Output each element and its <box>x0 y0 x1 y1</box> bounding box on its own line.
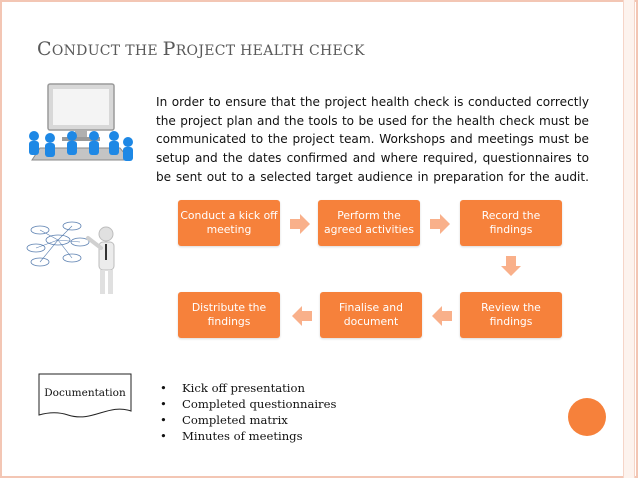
step-perform-activities: Perform the agreed activities <box>318 200 420 246</box>
step-finalise-document: Finalise and document <box>320 292 422 338</box>
slide-title: CONDUCT THE PROJECT HEALTH CHECK <box>37 38 365 60</box>
documentation-shape <box>38 373 132 419</box>
list-item: • Completed questionnaires <box>160 397 337 411</box>
step-kick-off-meeting: Conduct a kick off meeting <box>178 200 280 246</box>
slide-side-band <box>623 0 635 478</box>
step-distribute-findings: Distribute the findings <box>178 292 280 338</box>
decorative-circle <box>568 398 606 436</box>
step-review-findings: Review the findings <box>460 292 562 338</box>
list-item: • Minutes of meetings <box>160 429 303 443</box>
arrow-left-icon <box>292 306 312 326</box>
arrow-right-icon <box>430 214 450 234</box>
arrow-left-icon <box>432 306 452 326</box>
list-item: • Kick off presentation <box>160 381 305 395</box>
step-record-findings: Record the findings <box>460 200 562 246</box>
documentation-label: Documentation <box>44 387 126 399</box>
arrow-down-icon <box>501 256 521 276</box>
list-item: • Completed matrix <box>160 413 288 427</box>
business-person-diagram-icon <box>22 218 132 300</box>
intro-paragraph: In order to ensure that the project health check is conducted correctly the project plan and the tools to be used for the health check must be communicated to the project team. Workshops and meetings must be setup and the dates confirmed and where required, questionnaires to be sent out to a selected target audience in preparation for the audit. <box>156 95 589 184</box>
people-computer-icon <box>22 80 140 170</box>
documentation-list <box>160 380 336 444</box>
arrow-right-icon <box>290 214 310 234</box>
